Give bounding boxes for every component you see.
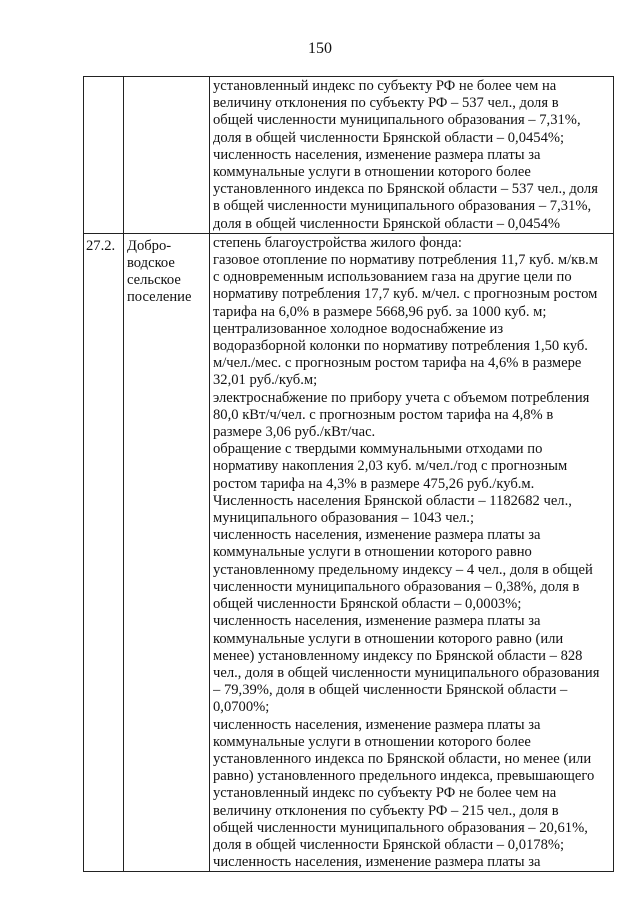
description-line: доля в общей численности Брянской области – 0,0178%; xyxy=(213,836,565,853)
description-line: численность населения, изменение размера платы за xyxy=(213,613,541,630)
description-line: Численность населения Брянской области – 1182682 чел., xyxy=(213,492,572,509)
description-line: численность населения, изменение размера платы за xyxy=(213,854,541,871)
description-line: в общей численности муниципального образования – 7,31%, xyxy=(213,198,592,215)
description-line: доля в общей численности Брянской области – 0,0454% xyxy=(213,215,561,232)
municipality-name-line: поселение xyxy=(127,289,192,306)
municipality-name-cell xyxy=(124,233,210,872)
row-number-cell xyxy=(84,233,124,872)
description-line: размере 3,06 руб./кВт/час. xyxy=(213,424,376,441)
row-description-cell xyxy=(210,233,614,872)
description-line: тарифа на 6,0% в размере 5668,96 руб. за 1000 куб. м; xyxy=(213,303,547,320)
description-line: водоразборной колонки по нормативу потребления 1,50 куб. xyxy=(213,338,588,355)
description-line: централизованное холодное водоснабжение из xyxy=(213,320,504,337)
description-line: ростом тарифа на 4,3% в размере 475,26 руб./куб.м. xyxy=(213,475,535,492)
description-line: м/чел./мес. с прогнозным ростом тарифа на 4,6% в размере xyxy=(213,355,582,372)
description-line: 80,0 кВт/ч/чел. с прогнозным ростом тарифа на 4,8% в xyxy=(213,406,554,423)
description-line: общей численности Брянской области – 0,0003%; xyxy=(213,596,522,613)
description-line: установленного индекса по Брянской области, но менее (или xyxy=(213,750,592,767)
description-line: общей численности муниципального образования – 7,31%, xyxy=(213,112,581,129)
description-line: установленный индекс по субъекту РФ не более чем на xyxy=(213,785,557,802)
description-line: равно) установленного предельного индекса, превышающего xyxy=(213,768,595,785)
description-line: газовое отопление по нормативу потребления 11,7 куб. м/кв.м xyxy=(213,252,598,269)
municipality-name-line: Добро- xyxy=(127,237,172,254)
description-line: – 79,39%, доля в общей численности Брянской области – xyxy=(213,682,568,699)
description-line: коммунальные услуги в отношении которого более xyxy=(213,733,531,750)
municipality-name-line: сельское xyxy=(127,272,181,289)
description-line: нормативу накопления 2,03 куб. м/чел./год с прогнозным xyxy=(213,458,568,475)
description-line: 32,01 руб./куб.м; xyxy=(213,372,318,389)
description-line: менее) установленному индексу по Брянской области – 828 xyxy=(213,647,583,664)
description-line: с одновременным использованием газа на другие цели по xyxy=(213,269,572,286)
table-row-continuation xyxy=(84,77,614,234)
description-line: нормативу потребления 17,7 куб. м/чел. с прогнозным ростом xyxy=(213,286,598,303)
table-row-dobrovodskoe xyxy=(84,233,614,872)
description-line: численность населения, изменение размера платы за xyxy=(213,716,541,733)
row-description-cell xyxy=(210,77,614,234)
description-line: степень благоустройства жилого фонда: xyxy=(213,234,462,251)
row-number-cell xyxy=(84,77,124,234)
description-line: величину отклонения по субъекту РФ – 215 чел., доля в xyxy=(213,802,559,819)
description-line: электроснабжение по прибору учета с объемом потребления xyxy=(213,389,590,406)
description-line: величину отклонения по субъекту РФ – 537 чел., доля в xyxy=(213,95,559,112)
description-line: муниципального образования – 1043 чел.; xyxy=(213,510,475,527)
description-line: обращение с твердыми коммунальными отходами по xyxy=(213,441,543,458)
description-line: общей численности муниципального образования – 20,61%, xyxy=(213,819,588,836)
description-line: коммунальные услуги в отношении которого равно xyxy=(213,544,532,561)
description-line: коммунальные услуги в отношении которого равно (или xyxy=(213,630,564,647)
description-line: численности муниципального образования – 0,38%, доля в xyxy=(213,578,580,595)
description-line: доля в общей численности Брянской области – 0,0454%; xyxy=(213,129,565,146)
description-line: установленный индекс по субъекту РФ не более чем на xyxy=(213,78,557,94)
description-line: численность населения, изменение размера платы за xyxy=(213,527,541,544)
municipality-name-line: водское xyxy=(127,255,175,272)
description-line: чел., доля в общей численности муниципального образования xyxy=(213,664,600,681)
description-line: установленному предельному индексу – 4 чел., доля в общей xyxy=(213,561,593,578)
municipality-name-cell xyxy=(124,77,210,234)
description-line: коммунальные услуги в отношении которого более xyxy=(213,164,531,181)
description-line: 0,0700%; xyxy=(213,699,270,716)
row-number: 27.2. xyxy=(86,237,116,254)
description-line: численность населения, изменение размера платы за xyxy=(213,146,541,163)
municipal-tariff-table xyxy=(83,76,614,872)
page-number: 150 xyxy=(308,40,332,57)
description-line: установленного индекса по Брянской области – 537 чел., доля xyxy=(213,181,598,198)
